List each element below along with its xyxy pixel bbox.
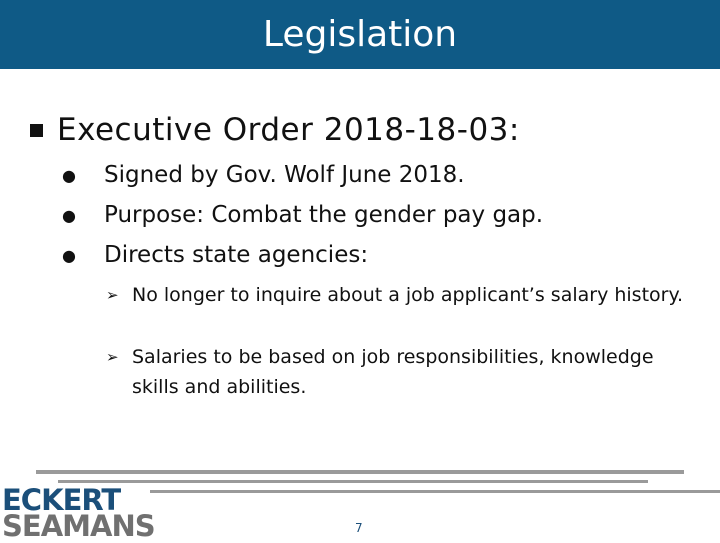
title-bar bbox=[0, 0, 720, 69]
heading-text: Executive Order 2018-18-03: bbox=[57, 112, 520, 148]
logo-line-2: SEAMANS bbox=[2, 509, 155, 543]
footer-rule-top bbox=[36, 470, 684, 474]
bullet-text: Purpose: Combat the gender pay gap. bbox=[104, 202, 544, 228]
slide-title: Legislation bbox=[262, 13, 458, 55]
logo-line-1: ECKERT bbox=[2, 483, 121, 517]
heading-item bbox=[30, 112, 520, 148]
dot-bullet-icon: ● bbox=[62, 205, 76, 225]
bullet-item bbox=[62, 202, 543, 228]
square-bullet-icon bbox=[30, 124, 43, 137]
sub-bullet-item bbox=[106, 280, 686, 310]
sub-bullet-text: No longer to inquire about a job applicant’s salary history. bbox=[132, 284, 684, 306]
page-number: 7 bbox=[355, 521, 363, 535]
sub-bullet-item bbox=[106, 342, 686, 402]
bullet-text: Directs state agencies: bbox=[104, 242, 369, 268]
bullet-item bbox=[62, 162, 465, 188]
bullet-item bbox=[62, 242, 368, 268]
footer-rule-bottom bbox=[150, 490, 720, 493]
sub-bullet-text: Salaries to be based on job responsibilities, knowledge skills and abilities. bbox=[132, 346, 654, 398]
arrow-bullet-icon: ➢ bbox=[106, 348, 119, 366]
dot-bullet-icon: ● bbox=[62, 165, 76, 185]
arrow-bullet-icon: ➢ bbox=[106, 286, 119, 304]
footer-rule-middle bbox=[58, 480, 648, 483]
dot-bullet-icon: ● bbox=[62, 245, 76, 265]
bullet-text: Signed by Gov. Wolf June 2018. bbox=[104, 162, 465, 188]
company-logo bbox=[2, 483, 155, 543]
